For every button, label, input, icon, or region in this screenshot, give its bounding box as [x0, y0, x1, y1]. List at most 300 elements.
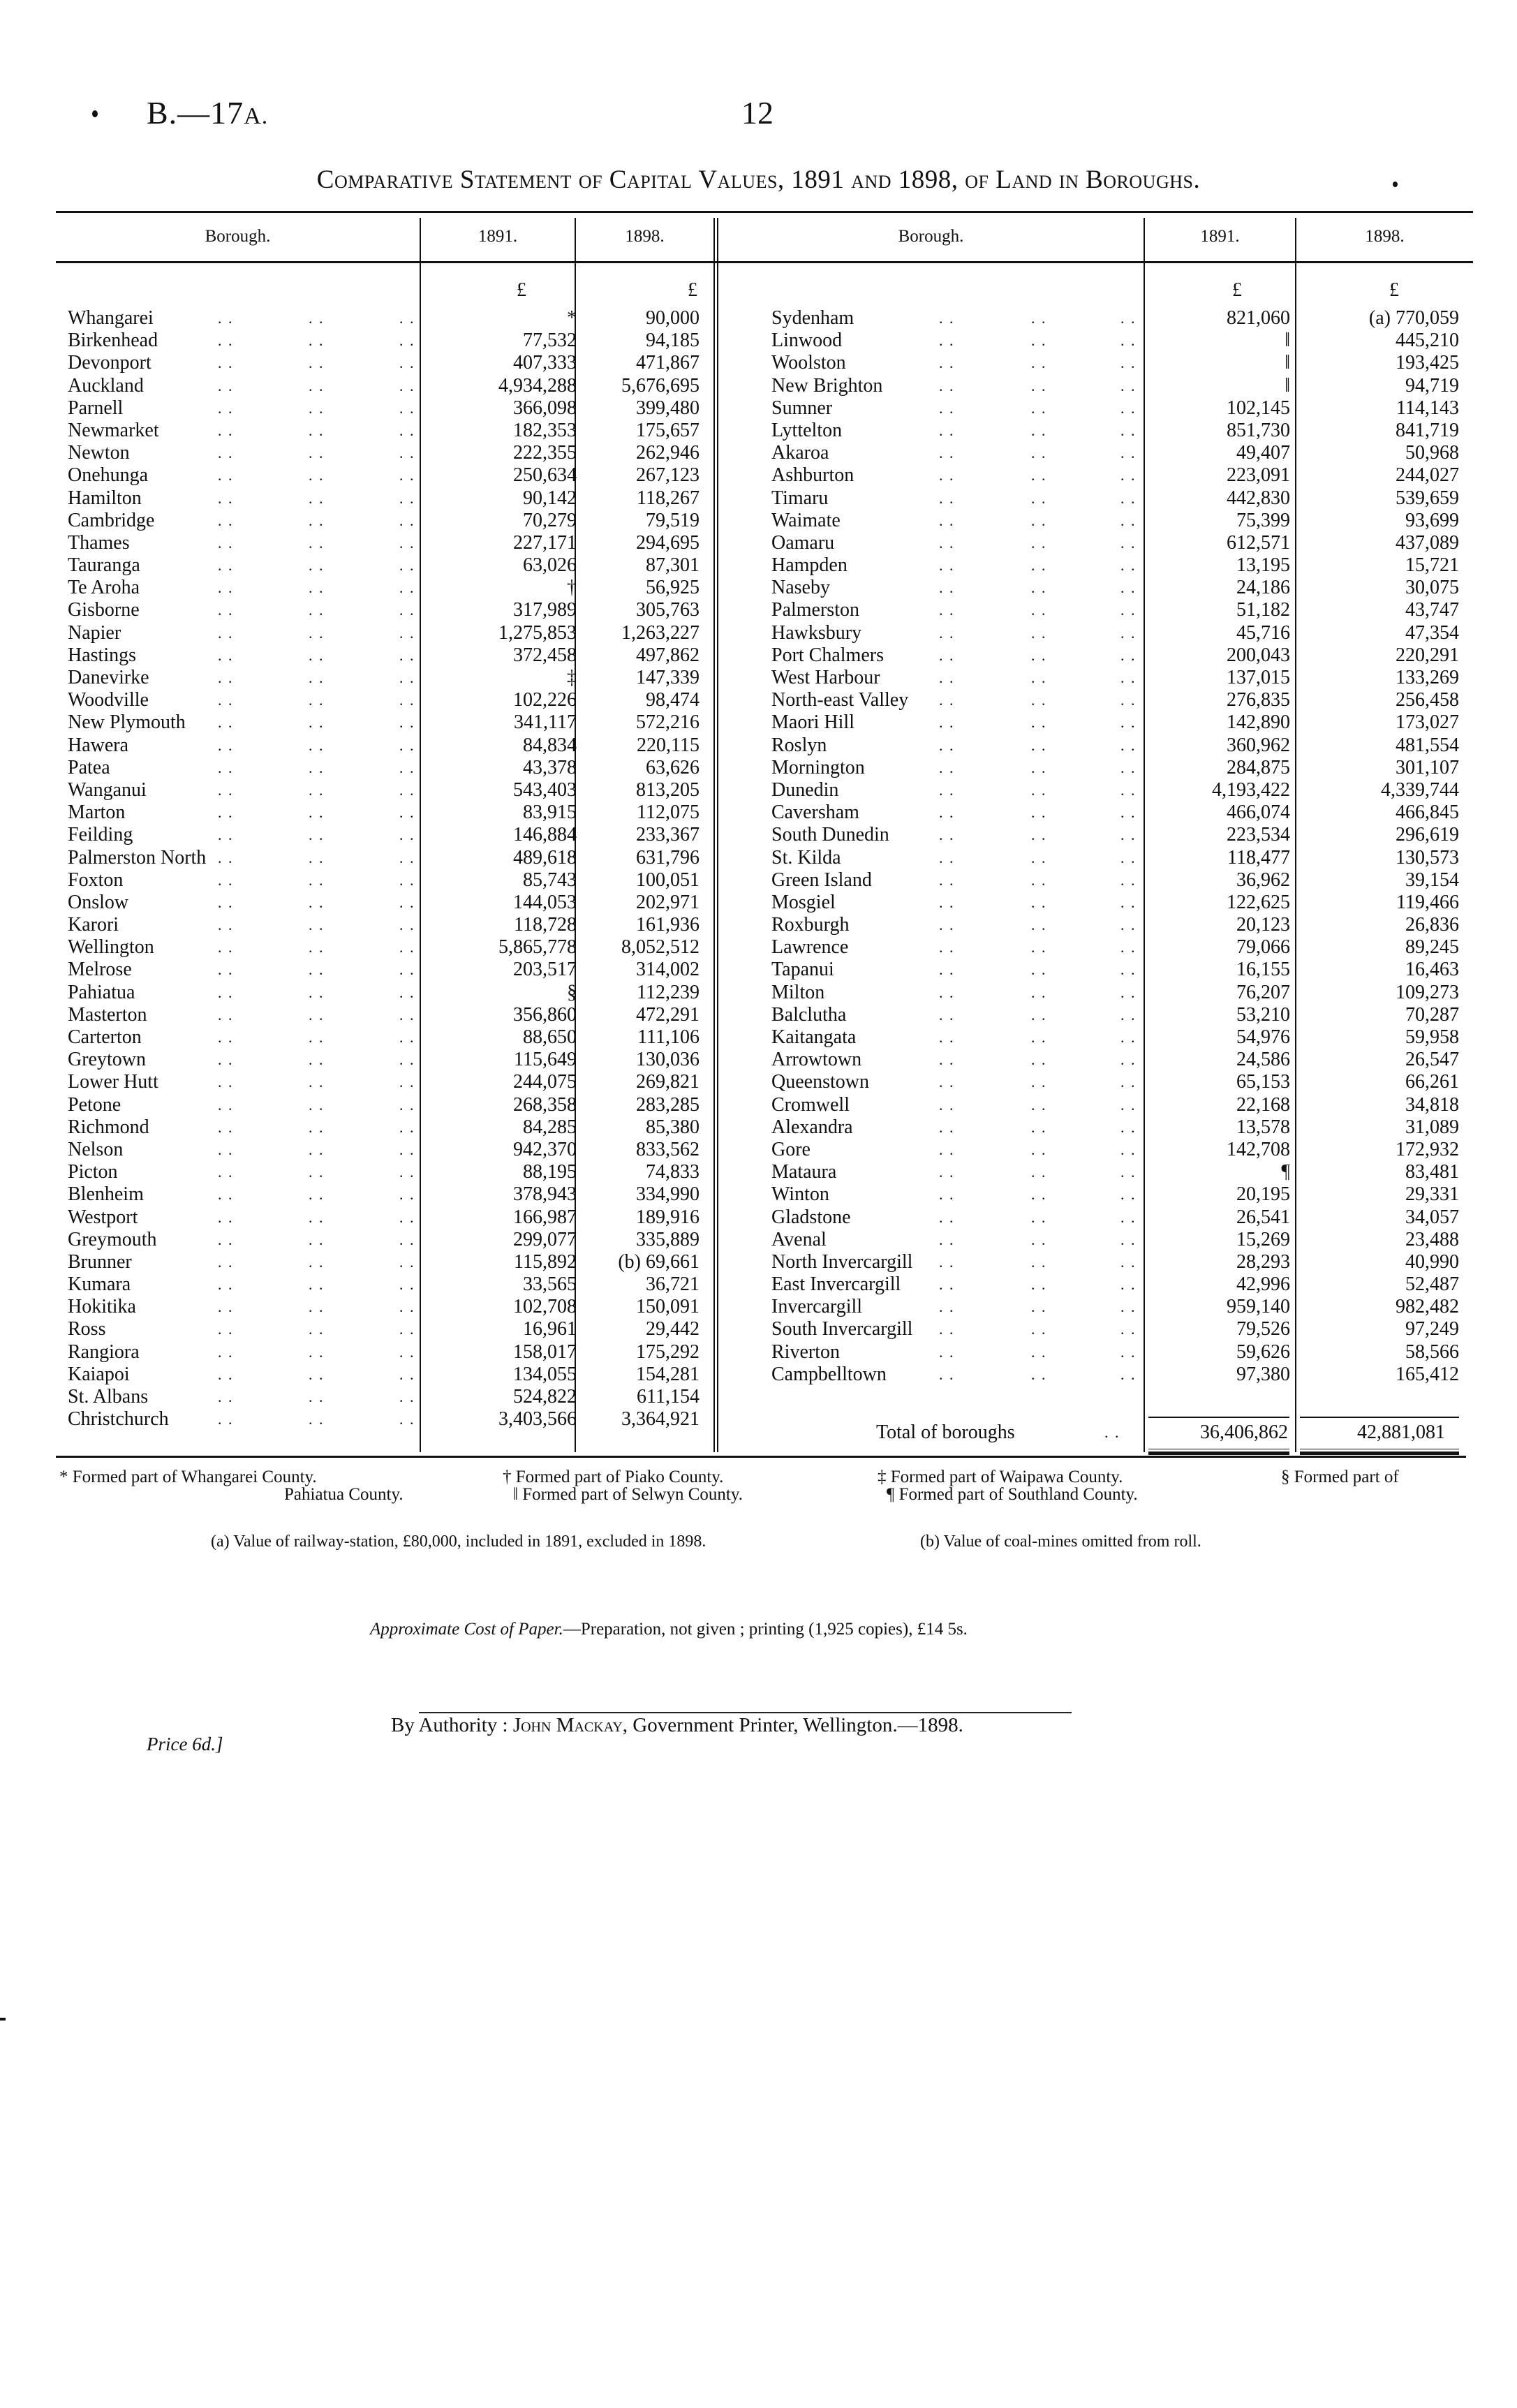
leader-dots: . .: [939, 1140, 955, 1158]
value-1891: 75,399: [1236, 509, 1290, 531]
value-1891: 59,626: [1236, 1340, 1290, 1363]
leader-dots: . .: [939, 444, 955, 462]
value-1898: 172,932: [1396, 1138, 1459, 1160]
table-row: [771, 442, 1473, 464]
footnote-note-a: (a) Value of railway-station, £80,000, included in 1891, excluded in 1898.: [211, 1532, 706, 1551]
leader-dots: . .: [1120, 714, 1137, 732]
leader-dots: . .: [1120, 781, 1137, 799]
table-row: [68, 1161, 713, 1183]
leader-dots: . .: [1120, 646, 1137, 664]
leader-dots: . .: [218, 556, 234, 575]
leader-dots: . .: [1120, 669, 1137, 686]
value-1891: 88,195: [523, 1161, 577, 1183]
value-1898: 220,115: [637, 734, 700, 756]
borough-name: Woodville: [68, 689, 149, 711]
table-bottom-rule: [56, 1456, 1466, 1458]
leader-dots: . .: [218, 1410, 234, 1428]
leader-dots: . .: [1031, 961, 1047, 979]
value-1898: 1,263,227: [621, 621, 700, 644]
borough-name: Tauranga: [68, 554, 140, 577]
table-row: [68, 1251, 713, 1273]
leader-dots: . .: [1120, 1208, 1137, 1226]
value-1891: 366,098: [513, 397, 577, 419]
borough-name: Kaitangata: [771, 1026, 857, 1048]
leader-dots: . .: [399, 601, 415, 619]
value-1891: ‖: [1285, 374, 1290, 397]
value-1898: 39,154: [1405, 869, 1459, 891]
table-row: [68, 802, 713, 824]
margin-mark: [0, 2018, 6, 2021]
borough-name: New Brighton: [771, 374, 883, 397]
borough-name: Sumner: [771, 397, 833, 419]
leader-dots: . .: [399, 1208, 415, 1226]
table-row: [68, 442, 713, 464]
value-1898: 47,354: [1405, 621, 1459, 644]
leader-dots: . .: [399, 533, 415, 552]
leader-dots: . .: [218, 804, 234, 822]
value-1898: 301,107: [1396, 756, 1459, 778]
leader-dots: . .: [309, 1118, 325, 1136]
table-row: [771, 307, 1473, 330]
leader-dots: . .: [309, 1388, 325, 1405]
value-1898: 175,657: [636, 419, 700, 441]
leader-dots: . .: [399, 376, 415, 394]
borough-name: Ashburton: [771, 464, 854, 487]
leader-dots: . .: [218, 332, 234, 350]
table-row: [771, 622, 1473, 644]
borough-name: Masterton: [68, 1003, 147, 1026]
leader-dots: . .: [218, 1230, 234, 1248]
table-row: [68, 1206, 713, 1229]
value-1898: 189,916: [636, 1206, 700, 1228]
leader-dots: . .: [939, 1095, 955, 1114]
leader-dots: . .: [1120, 1118, 1137, 1136]
value-1891: 49,407: [1236, 442, 1290, 464]
leader-dots: . .: [309, 961, 325, 979]
borough-name: Wanganui: [68, 778, 147, 801]
value-1898: 34,818: [1405, 1093, 1459, 1116]
leader-dots: . .: [218, 1365, 234, 1383]
value-1891: 118,728: [514, 914, 577, 936]
value-1891: 97,380: [1236, 1363, 1290, 1385]
borough-name: Ross: [68, 1318, 106, 1340]
table-row: [771, 577, 1473, 599]
leader-dots: . .: [1031, 421, 1047, 439]
table-row: [68, 1071, 713, 1093]
borough-name: Patea: [68, 756, 110, 778]
leader-dots: . .: [939, 421, 955, 439]
table-row: [68, 397, 713, 420]
leader-dots: . .: [399, 1118, 415, 1136]
value-1898: 193,425: [1396, 352, 1459, 374]
value-1898: (a) 770,059: [1368, 307, 1459, 329]
value-1891: 356,860: [513, 1003, 577, 1026]
leader-dots: . .: [218, 669, 234, 686]
table-row: [68, 554, 713, 577]
table-row: [771, 532, 1473, 554]
leader-dots: . .: [309, 1298, 325, 1316]
leader-dots: . .: [399, 871, 415, 889]
value-1891: 13,195: [1236, 554, 1290, 577]
value-1898: 294,695: [636, 531, 700, 554]
value-1898: 31,089: [1405, 1116, 1459, 1138]
borough-name: Parnell: [68, 397, 124, 419]
leader-dots: . .: [1120, 1051, 1137, 1069]
table-row: [771, 1161, 1473, 1183]
leader-dots: . .: [399, 489, 415, 507]
borough-name: Picton: [68, 1161, 118, 1183]
leader-dots: . .: [399, 893, 415, 911]
value-1898: 256,458: [1396, 689, 1459, 711]
borough-name: Pahiatua: [68, 981, 135, 1003]
leader-dots: . .: [1031, 1320, 1047, 1338]
borough-name: Port Chalmers: [771, 644, 884, 666]
value-1898: 59,958: [1405, 1026, 1459, 1048]
value-1898: 175,292: [636, 1340, 700, 1363]
leader-dots: . .: [1031, 1185, 1047, 1204]
table-row: [68, 1139, 713, 1161]
cost-label: Approximate Cost of Paper.: [370, 1620, 563, 1639]
table-row: [68, 734, 713, 757]
total-row: [719, 1419, 1473, 1447]
leader-dots: . .: [399, 399, 415, 417]
value-1898: 471,867: [636, 352, 700, 374]
value-1898: 267,123: [636, 464, 700, 487]
value-1898: 98,474: [646, 689, 700, 711]
leader-dots: . .: [1031, 736, 1047, 754]
borough-name: Winton: [771, 1183, 829, 1206]
leader-dots: . .: [939, 893, 955, 911]
leader-dots: . .: [1120, 376, 1137, 394]
value-1891: 54,976: [1236, 1026, 1290, 1048]
value-1898: 481,554: [1396, 734, 1459, 756]
value-1891: 53,210: [1236, 1003, 1290, 1026]
value-1898: 26,836: [1405, 914, 1459, 936]
value-1898: 112,075: [637, 802, 700, 824]
table-row: [68, 1408, 713, 1431]
leader-dots: . .: [399, 938, 415, 956]
borough-name: Marton: [68, 802, 126, 824]
borough-name: Invercargill: [771, 1296, 863, 1318]
leader-dots: . .: [1120, 579, 1137, 597]
table-row: [771, 982, 1473, 1004]
borough-name: Devonport: [68, 352, 151, 374]
value-1891: 115,649: [514, 1049, 577, 1071]
value-1891: 77,532: [523, 330, 577, 352]
leader-dots: . .: [1120, 1005, 1137, 1024]
leader-dots: . .: [939, 579, 955, 597]
document-code-suffix: A.: [244, 103, 269, 129]
currency-mark-1891-right: £: [1232, 279, 1242, 301]
leader-dots: . .: [218, 893, 234, 911]
value-1898: 539,659: [1396, 487, 1459, 509]
leader-dots: . .: [939, 309, 955, 327]
value-1898: 58,566: [1405, 1340, 1459, 1363]
leader-dots: . .: [1120, 489, 1137, 507]
leader-dots: . .: [939, 1163, 955, 1181]
table-row: [68, 1183, 713, 1206]
value-1891: 85,743: [523, 869, 577, 891]
borough-name: Campbelltown: [771, 1363, 887, 1385]
leader-dots: . .: [399, 669, 415, 686]
leader-dots: . .: [218, 826, 234, 844]
borough-name: Cromwell: [771, 1093, 850, 1116]
leader-dots: . .: [399, 714, 415, 732]
leader-dots: . .: [1031, 1028, 1047, 1046]
leader-dots: . .: [1120, 533, 1137, 552]
value-1898: 133,269: [1396, 667, 1459, 688]
table-row: [771, 1229, 1473, 1251]
borough-name: North Invercargill: [771, 1250, 913, 1273]
leader-dots: . .: [399, 1410, 415, 1428]
leader-dots: . .: [309, 714, 325, 732]
leader-dots: . .: [939, 983, 955, 1001]
leader-dots: . .: [1120, 354, 1137, 372]
leader-dots: . .: [1031, 646, 1047, 664]
value-1898: 572,216: [636, 711, 700, 734]
leader-dots: . .: [1031, 309, 1047, 327]
leader-dots: . .: [309, 736, 325, 754]
leader-dots: . .: [939, 354, 955, 372]
leader-dots: . .: [309, 1051, 325, 1069]
leader-dots: . .: [1120, 804, 1137, 822]
leader-dots: . .: [399, 916, 415, 934]
footnote-section-continued: Pahiatua County.: [284, 1485, 404, 1504]
footnote-pilcrow: ¶ Formed part of Southland County.: [887, 1485, 1138, 1504]
leader-dots: . .: [309, 1028, 325, 1046]
imprint-rule: [419, 1712, 1072, 1713]
cost-text: —Preparation, not given ; printing (1,925 copies), £14 5s.: [563, 1620, 968, 1639]
leader-dots: . .: [399, 1140, 415, 1158]
borough-name: Newton: [68, 442, 130, 464]
borough-name: Linwood: [771, 330, 843, 352]
borough-name: Balclutha: [771, 1003, 847, 1026]
leader-dots: . .: [939, 826, 955, 844]
borough-name: Dunedin: [771, 778, 839, 801]
borough-name: Oamaru: [771, 531, 835, 554]
borough-name: Hokitika: [68, 1296, 136, 1318]
leader-dots: . .: [218, 848, 234, 866]
table-row: [771, 734, 1473, 757]
table-row: [771, 892, 1473, 914]
leader-dots: . .: [309, 848, 325, 866]
value-1898: 445,210: [1396, 330, 1459, 352]
price: Price 6d.]: [147, 1734, 223, 1755]
table-row: [771, 869, 1473, 892]
table-row: [771, 824, 1473, 846]
leader-dots: . .: [218, 1095, 234, 1114]
value-1898: 233,367: [636, 824, 700, 846]
value-1891: 244,075: [513, 1071, 577, 1093]
leader-dots: . .: [1031, 826, 1047, 844]
table-row: [68, 824, 713, 846]
value-1898: 74,833: [646, 1161, 700, 1183]
borough-name: Birkenhead: [68, 330, 158, 352]
borough-name: Onehunga: [68, 464, 149, 487]
borough-name: Kumara: [68, 1273, 131, 1296]
leader-dots: . .: [399, 1073, 415, 1091]
table-row: [771, 779, 1473, 802]
table-row: [771, 1094, 1473, 1116]
leader-dots: . .: [1120, 961, 1137, 979]
value-1898: 112,239: [637, 981, 700, 1003]
value-1891: 65,153: [1236, 1071, 1290, 1093]
value-1891: 942,370: [513, 1138, 577, 1160]
table-row: [68, 869, 713, 892]
col-header-1891-right: 1891.: [1200, 227, 1240, 246]
borough-name: Brunner: [68, 1250, 132, 1273]
leader-dots: . .: [309, 444, 325, 462]
value-1898: 334,990: [636, 1183, 700, 1206]
value-1898: 79,519: [646, 509, 700, 531]
value-1891: 612,571: [1227, 531, 1290, 554]
table-row: [68, 577, 713, 599]
table-row: [771, 689, 1473, 711]
value-1898: 982,482: [1396, 1296, 1459, 1318]
value-1898: 30,075: [1405, 577, 1459, 599]
value-1891: 137,015: [1227, 667, 1290, 688]
footnote-star: * Formed part of Whangarei County.: [59, 1468, 317, 1486]
leader-dots: . .: [1120, 938, 1137, 956]
leader-dots: . .: [218, 1185, 234, 1204]
borough-name: Queenstown: [771, 1071, 869, 1093]
borough-name: Gisborne: [68, 599, 140, 621]
leader-dots: . .: [1120, 1298, 1137, 1316]
leader-dots: . .: [399, 1005, 415, 1024]
leader-dots: . .: [399, 1343, 415, 1361]
value-1891: 4,934,288: [498, 374, 577, 397]
table-row: [68, 1386, 713, 1408]
leader-dots: . .: [309, 1163, 325, 1181]
value-1891: 299,077: [513, 1228, 577, 1250]
leader-dots: . .: [399, 1320, 415, 1338]
leader-dots: . .: [309, 691, 325, 709]
total-1891: 36,406,862: [1200, 1421, 1288, 1443]
value-1898: 90,000: [646, 307, 700, 329]
borough-name: Gladstone: [771, 1206, 851, 1228]
value-1898: 130,573: [1396, 846, 1459, 869]
value-1898: 85,380: [646, 1116, 700, 1138]
value-1891: 16,961: [523, 1318, 577, 1340]
borough-name: Woolston: [771, 352, 846, 374]
leader-dots: . .: [939, 1005, 955, 1024]
table-row: [68, 1049, 713, 1071]
value-1898: 8,052,512: [621, 936, 700, 959]
leader-dots: . .: [939, 511, 955, 529]
leader-dots: . .: [309, 399, 325, 417]
leader-dots: . .: [939, 736, 955, 754]
leader-dots: . .: [218, 646, 234, 664]
leader-dots: . .: [939, 1230, 955, 1248]
value-1898: 87,301: [646, 554, 700, 577]
total-rule-top-1891: [1148, 1417, 1289, 1418]
imprint-suffix: , Government Printer, Wellington.—1898.: [622, 1714, 963, 1736]
table-row: [771, 1139, 1473, 1161]
borough-name: Karori: [68, 914, 119, 936]
table-row: [68, 711, 713, 734]
leader-dots: . .: [399, 556, 415, 575]
table-row: [771, 1071, 1473, 1093]
table-row: [68, 1296, 713, 1318]
value-1898: 119,466: [1396, 891, 1459, 913]
table-row: [68, 330, 713, 352]
value-1898: 26,547: [1405, 1049, 1459, 1071]
value-1898: 173,027: [1396, 711, 1459, 734]
value-1891: 182,353: [513, 419, 577, 441]
col-header-borough-left: Borough.: [205, 227, 271, 246]
borough-name: Kaiapoi: [68, 1363, 130, 1385]
value-1891: 543,403: [513, 778, 577, 801]
leader-dots: . .: [1031, 511, 1047, 529]
table-row: [771, 1206, 1473, 1229]
value-1891: 79,526: [1236, 1318, 1290, 1340]
leader-dots: . .: [399, 1163, 415, 1181]
value-1891: 90,142: [523, 487, 577, 509]
value-1891: §: [567, 981, 577, 1003]
value-1898: 150,091: [636, 1296, 700, 1318]
value-1891: 20,195: [1236, 1183, 1290, 1206]
borough-name: Caversham: [771, 802, 859, 824]
footnote-note-b: (b) Value of coal-mines omitted from roll.: [920, 1532, 1201, 1551]
leader-dots: . .: [1120, 399, 1137, 417]
table-row: [771, 599, 1473, 621]
value-1891: 122,625: [1227, 891, 1290, 913]
value-1891: 851,730: [1227, 419, 1290, 441]
leader-dots: . .: [218, 1276, 234, 1294]
table-row: [771, 1296, 1473, 1318]
borough-name: Feilding: [68, 824, 133, 846]
table-row: [771, 1251, 1473, 1273]
value-1891: 360,962: [1227, 734, 1290, 756]
leader-dots: . .: [309, 579, 325, 597]
leader-dots: . .: [399, 804, 415, 822]
value-1898: 100,051: [636, 869, 700, 891]
leader-dots: . .: [399, 309, 415, 327]
leader-dots: . .: [1120, 826, 1137, 844]
leader-dots: . .: [1120, 511, 1137, 529]
table-row: [68, 420, 713, 442]
leader-dots: . .: [939, 871, 955, 889]
value-1891: 142,890: [1227, 711, 1290, 734]
leader-dots: . .: [309, 781, 325, 799]
leader-dots: . .: [218, 736, 234, 754]
leader-dots: . .: [1031, 758, 1047, 776]
leader-dots: . .: [218, 916, 234, 934]
value-1898: 70,287: [1405, 1003, 1459, 1026]
leader-dots: . .: [399, 691, 415, 709]
leader-dots: . .: [218, 781, 234, 799]
leader-dots: . .: [939, 1185, 955, 1204]
leader-dots: . .: [1031, 623, 1047, 642]
value-1891: 134,055: [513, 1363, 577, 1385]
currency-mark-1898-right: £: [1389, 279, 1399, 301]
leader-dots: . .: [939, 1028, 955, 1046]
borough-name: Whangarei: [68, 307, 154, 329]
leader-dots: . .: [309, 1005, 325, 1024]
leader-dots: . .: [399, 579, 415, 597]
value-1898: 244,027: [1396, 464, 1459, 487]
leader-dots: . .: [1031, 1140, 1047, 1158]
leader-dots: . .: [309, 804, 325, 822]
leader-dots: . .: [939, 556, 955, 575]
borough-name: Palmerston: [771, 599, 859, 621]
value-1898: 130,036: [636, 1049, 700, 1071]
total-double-rule-1891: [1148, 1452, 1289, 1455]
table-row: [68, 757, 713, 779]
leader-dots: . .: [1031, 444, 1047, 462]
table-half-divider: [717, 218, 718, 1452]
value-1891: 158,017: [513, 1340, 577, 1363]
